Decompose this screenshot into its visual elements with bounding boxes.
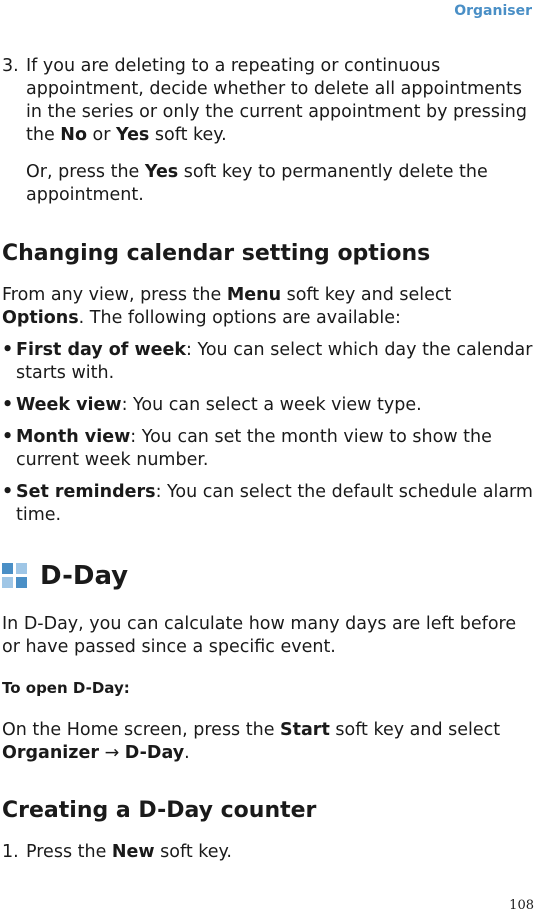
bullet-term: First day of week	[16, 340, 187, 360]
grid-icon-square	[2, 577, 13, 588]
step-text-part: soft key.	[149, 125, 227, 145]
page-header-title: Organiser	[454, 3, 532, 19]
bullet-text	[16, 339, 534, 385]
open-dday-instructions	[2, 719, 534, 765]
bullet-term: Week view	[16, 395, 122, 415]
instruction-part: On the Home screen, press the	[2, 720, 281, 740]
bullet-symbol: •	[2, 427, 14, 447]
options-label: Options	[2, 308, 79, 328]
step-text-part: or	[86, 125, 116, 145]
grid-icon-square	[2, 563, 13, 574]
bullet-term: Set reminders	[16, 482, 156, 502]
bullet-month-view	[2, 426, 534, 472]
instruction-part: soft key and select	[329, 720, 501, 740]
section-grid-icon	[2, 563, 28, 589]
instruction-part: .	[184, 743, 190, 763]
bullet-desc: : You can select the default schedule alarm time.	[16, 482, 533, 525]
dday-counter-heading: Creating a D-Day counter	[2, 798, 317, 823]
intro-part: From any view, press the	[2, 285, 227, 305]
step-text-part: If you are deleting to a repeating or continuous appointment, decide whether to delete all appointments in the series or only the current appointment by pressing the	[26, 56, 528, 145]
step-3-alternative	[26, 161, 534, 207]
dday-label: D-Day	[124, 743, 185, 763]
page-number: 108	[509, 898, 534, 913]
step-text-part: Or, press the	[26, 162, 145, 182]
bullet-set-reminders	[2, 481, 534, 527]
step-number: 3.	[2, 56, 19, 76]
intro-part: . The following options are available:	[78, 308, 401, 328]
no-key-label: No	[60, 125, 87, 145]
calendar-settings-heading: Changing calendar setting options	[2, 241, 431, 266]
grid-icon-square	[16, 577, 27, 588]
menu-key-label: Menu	[226, 285, 282, 305]
step-text-part: Press the	[26, 842, 112, 862]
step-1	[2, 841, 534, 864]
bullet-week-view	[2, 394, 534, 417]
step-3	[2, 55, 534, 147]
arrow-glyph: →	[99, 743, 125, 763]
step-text	[26, 841, 534, 864]
organizer-label: Organizer	[2, 743, 99, 763]
start-key-label: Start	[280, 720, 330, 740]
bullet-text	[16, 426, 534, 472]
bullet-text	[16, 394, 534, 417]
dday-section-heading	[2, 560, 534, 592]
dday-title: D-Day	[40, 561, 129, 591]
step-text-part: soft key.	[154, 842, 232, 862]
bullet-term: Month view	[16, 427, 131, 447]
new-key-label: New	[111, 842, 155, 862]
step-text	[26, 55, 534, 147]
bullet-symbol: •	[2, 482, 14, 502]
step-number: 1.	[2, 842, 19, 862]
dday-intro: In D-Day, you can calculate how many days are left before or have passed since a specific event.	[2, 614, 517, 657]
bullet-first-day-of-week	[2, 339, 534, 385]
step-text-part: soft key to permanently delete the appointment.	[26, 162, 488, 205]
bullet-desc: : You can set the month view to show the current week number.	[16, 427, 492, 470]
page-content	[2, 55, 534, 864]
open-dday-heading: To open D-Day:	[2, 679, 130, 697]
yes-key-label: Yes	[144, 162, 179, 182]
bullet-desc: : You can select a week view type.	[121, 395, 422, 415]
yes-key-label: Yes	[116, 125, 150, 145]
calendar-settings-intro	[2, 284, 534, 330]
bullet-symbol: •	[2, 395, 14, 415]
intro-part: soft key and select	[281, 285, 452, 305]
bullet-symbol: •	[2, 340, 14, 360]
bullet-text	[16, 481, 534, 527]
grid-icon-square	[16, 563, 27, 574]
bullet-desc: : You can select which day the calendar starts with.	[16, 340, 533, 383]
